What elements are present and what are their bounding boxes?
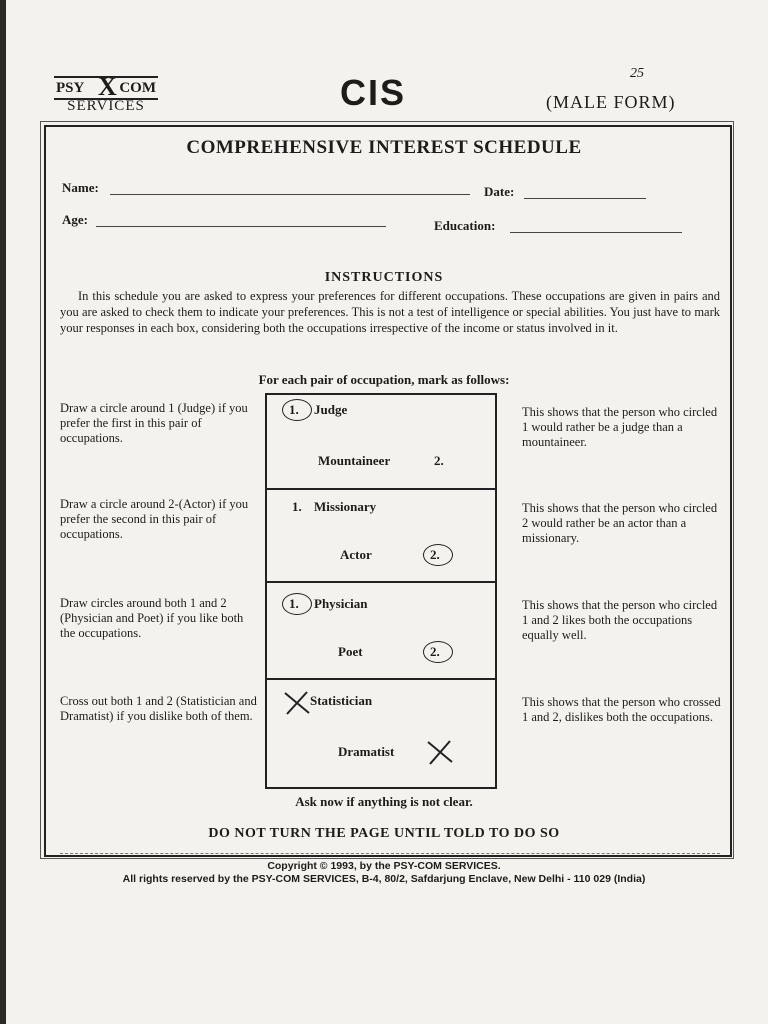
example-4-instruction: Cross out both 1 and 2 (Statistician and Dramatist) if you dislike both of them. [60,694,257,723]
example-1-top-number: 1. [289,402,299,417]
document-code-title: CIS [340,72,407,113]
example-4-bottom-occupation: Dramatist [338,744,395,759]
logo-text-services: SERVICES [67,98,145,114]
example-2-bottom-number: 2. [430,547,440,562]
example-2-top-number: 1. [292,499,302,514]
example-3-instruction: Draw circles around both 1 and 2 (Physician and Poet) if you like both the occupations. [60,596,244,640]
logo-text-com: COM [119,80,156,96]
example-3-bottom-occupation: Poet [338,644,363,659]
form-number: 25 [630,66,644,81]
psycom-logo [54,72,158,116]
copyright-line: Copyright © 1993, by the PSY-COM SERVICES. [267,860,501,872]
example-divider [265,678,497,680]
example-4-explanation: This shows that the person who crossed 1 and 2, dislikes both the occupations. [522,695,721,724]
schedule-title: COMPREHENSIVE INTEREST SCHEDULE [186,137,582,158]
example-3-explanation: This shows that the person who circled 1 and 2 likes both the occupations equally well. [522,598,718,642]
education-label: Education: [434,218,496,233]
example-3-bottom-number: 2. [430,644,440,659]
name-label: Name: [62,180,99,195]
logo-top-row [54,72,158,101]
example-1-bottom-number: 2. [434,453,444,468]
ask-note: Ask now if anything is not clear. [295,794,473,809]
do-not-turn-warning: DO NOT TURN THE PAGE UNTIL TOLD TO DO SO [208,826,560,841]
example-divider [265,581,497,583]
cross-mark-icon [424,738,456,766]
example-1-explanation: This shows that the person who circled 1 would rather be a judge than a mountaineer. [522,405,718,449]
example-1-instruction: Draw a circle around 1 (Judge) if you prefer the first in this pair of occupations. [60,401,248,445]
date-label: Date: [484,184,515,199]
age-label: Age: [62,212,88,227]
example-2-explanation: This shows that the person who circled 2 would rather be an actor than a missionary. [522,501,718,545]
marking-heading: For each pair of occupation, mark as follows: [258,372,510,387]
instructions-heading: INSTRUCTIONS [324,270,444,285]
example-1-bottom-occupation: Mountaineer [318,453,391,468]
example-4-top-occupation: Statistician [310,693,373,708]
date-field[interactable] [524,198,646,199]
example-2-top-occupation: Missionary [314,499,377,514]
example-2-instruction: Draw a circle around 2-(Actor) if you prefer the second in this pair of occupations. [60,497,249,541]
name-field[interactable] [110,194,470,195]
age-field[interactable] [96,226,386,227]
instructions-body: In this schedule you are asked to express your preferences for different occupations. These occupations are given in pairs and you are asked to check them to indicate your preferences. This is not a test of intelligence or special abilities. You just have to mark your responses in each box, considering both the occupations irrespective of the income or status involved in it. [60,289,720,335]
example-3-top-occupation: Physician [314,596,368,611]
cross-mark-icon [282,690,312,716]
example-2-bottom-occupation: Actor [340,547,372,562]
frame-bottom-texture [60,853,720,857]
logo-text-psy: PSY [56,80,85,96]
rights-line: All rights reserved by the PSY-COM SERVICES, B-4, 80/2, Safdarjung Enclave, New Delhi - 110 029 (India) [122,873,646,885]
example-divider [265,488,497,490]
form-type: (MALE FORM) [546,92,676,112]
example-1-top-occupation: Judge [314,402,348,417]
education-field[interactable] [510,232,682,233]
example-3-top-number: 1. [289,596,299,611]
logo-cross-mark: X [98,72,117,101]
